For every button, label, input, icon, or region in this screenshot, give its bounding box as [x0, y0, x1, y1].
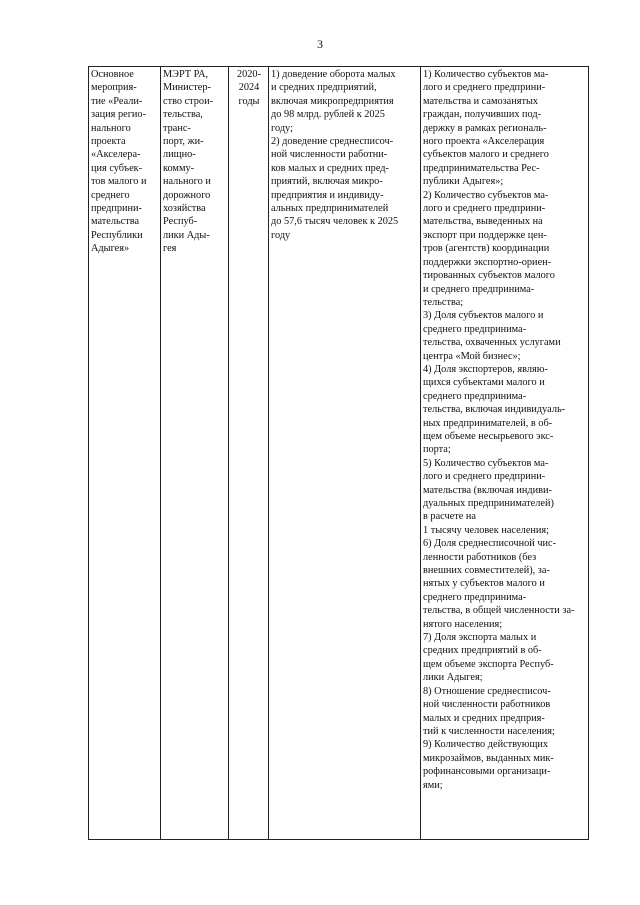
program-table	[88, 66, 589, 840]
text-line: 2024	[238, 82, 260, 94]
text-line: порта;	[423, 444, 451, 456]
text-line: МЭРТ РА,	[163, 69, 209, 80]
text-line: щем объеме несырьевого экс-	[423, 430, 554, 442]
text-line: гея	[163, 243, 177, 255]
text-line: порт, жи-	[163, 136, 204, 148]
text-line: 1) доведение оборота малых	[271, 69, 396, 80]
text-line: держку в рамках региональ-	[423, 122, 547, 134]
text-line: предпринимательства Рес-	[423, 162, 540, 174]
text-line: внешних совместителей), за-	[423, 565, 550, 577]
text-line: альных предпринимателей	[271, 203, 389, 215]
text-line: публики Адыгея»;	[423, 176, 504, 188]
results-cell	[269, 67, 421, 840]
text-line: лищно-	[163, 149, 196, 161]
text-line: ных предпринимателей, в об-	[423, 417, 553, 429]
text-line: 5) Количество субъектов ма-	[423, 457, 549, 469]
text-line: тров (агентств) координации	[423, 243, 550, 255]
text-line: Респуб-	[163, 216, 198, 228]
text-line: Адыгея»	[91, 243, 130, 255]
text-line: тельства, в общей численности за-	[423, 605, 575, 617]
text-line: центра «Мой бизнес»;	[423, 350, 521, 362]
text-line: средних предприятий в об-	[423, 645, 542, 657]
text-line: ков малых и средних пред-	[271, 162, 389, 174]
text-line: лого и среднего предприни-	[423, 203, 546, 215]
text-line: «Акселера-	[91, 149, 141, 161]
text-line: тий к численности населения;	[423, 725, 555, 737]
activity-cell	[89, 67, 161, 840]
table-row	[89, 67, 589, 840]
text-line: лики Ады-	[163, 229, 210, 241]
text-line: году	[271, 229, 291, 241]
text-line: нятого населения;	[423, 618, 503, 630]
text-line: комму-	[163, 162, 195, 174]
text-line: годы	[238, 95, 260, 107]
text-line: лого и среднего предприни-	[423, 471, 546, 483]
text-line: мательства и самозанятых	[423, 95, 539, 107]
text-line: в расчете на	[423, 511, 476, 523]
text-line: и среднего предпринима-	[423, 283, 535, 295]
text-line: ция субъек-	[91, 162, 143, 174]
text-line: 6) Доля среднесписочной чис-	[423, 538, 557, 550]
text-line: до 57,6 тысяч человек к 2025	[271, 216, 399, 228]
text-line: ной численности работни-	[271, 149, 388, 161]
text-line: включая микропредприятия	[271, 95, 394, 107]
text-line: среднего	[91, 189, 130, 201]
text-line: хозяйства	[163, 203, 206, 215]
text-line: среднего предпринима-	[423, 323, 527, 335]
text-line: 1 тысячу человек населения;	[423, 524, 550, 536]
text-line: предприятия и индивиду-	[271, 189, 384, 201]
text-line: ного проекта «Акселерация	[423, 136, 545, 148]
text-line: среднего предпринима-	[423, 591, 527, 603]
text-line: мательства, выведенных на	[423, 216, 543, 228]
text-line: 9) Количество действующих	[423, 739, 549, 751]
text-line: 1) Количество субъектов ма-	[423, 69, 549, 80]
text-line: мероприя-	[91, 82, 137, 94]
text-line: тельства, включая индивидуаль-	[423, 404, 566, 416]
text-line: нального и	[163, 176, 211, 188]
text-line: приятий, включая микро-	[271, 176, 383, 188]
text-line: субъектов малого и среднего	[423, 149, 549, 161]
text-line: поддержки экспортно-ориен-	[423, 256, 552, 268]
text-line: тельства, охваченных услугами	[423, 337, 561, 349]
text-line: рофинансовыми организаци-	[423, 766, 551, 778]
period-cell	[229, 67, 269, 840]
text-line: лого и среднего предприни-	[423, 82, 546, 94]
text-line: тов малого и	[91, 176, 147, 188]
text-line: микрозаймов, выданных мик-	[423, 752, 554, 764]
text-line: тированных субъектов малого	[423, 270, 555, 282]
text-line: 3) Доля субъектов малого и	[423, 310, 544, 322]
text-line: мательства (включая индиви-	[423, 484, 552, 496]
text-line: мательства	[91, 216, 140, 228]
text-line: дорожного	[163, 189, 211, 201]
text-line: до 98 млрд. рублей к 2025	[271, 109, 385, 121]
text-line: 2) Количество субъектов ма-	[423, 189, 549, 201]
text-line: щихся субъектами малого и	[423, 377, 545, 389]
text-line: лики Адыгея;	[423, 672, 483, 684]
text-line: 7) Доля экспорта малых и	[423, 632, 537, 644]
text-line: нального	[91, 122, 131, 134]
text-line: зация регио-	[91, 109, 146, 121]
text-line: 2020-	[236, 69, 262, 80]
text-line: нятых у субъектов малого и	[423, 578, 545, 590]
text-line: предприни-	[91, 203, 142, 215]
text-line: 2) доведение среднесписоч-	[271, 136, 394, 148]
text-line: 4) Доля экспортеров, являю-	[423, 363, 548, 375]
text-line: ной численности работников	[423, 699, 551, 711]
indicators-cell	[421, 67, 589, 840]
text-line: малых и средних предприя-	[423, 712, 545, 724]
text-line: и средних предприятий,	[271, 82, 377, 94]
text-line: тельства;	[423, 296, 464, 308]
text-line: граждан, получивших под-	[423, 109, 542, 121]
text-line: проекта	[91, 136, 126, 148]
text-line: ями;	[423, 779, 443, 791]
text-line: ленности работников (без	[423, 551, 537, 563]
text-line: тие «Реали-	[91, 95, 143, 107]
text-line: 8) Отношение среднесписоч-	[423, 685, 551, 697]
text-line: Республики	[91, 229, 143, 241]
text-line: среднего предпринима-	[423, 390, 527, 402]
text-line: Основное	[91, 69, 134, 80]
text-line: транс-	[163, 122, 191, 134]
page-number: 3	[317, 37, 323, 51]
text-line: тельства,	[163, 109, 203, 121]
text-line: Министер-	[163, 82, 211, 94]
text-line: дуальных предпринимателей)	[423, 498, 554, 509]
text-line: щем объеме экспорта Респуб-	[423, 658, 554, 670]
text-line: ство строи-	[163, 95, 214, 107]
executor-cell	[161, 67, 229, 840]
text-line: экспорт при поддержке цен-	[423, 229, 547, 241]
text-line: году;	[271, 122, 293, 134]
